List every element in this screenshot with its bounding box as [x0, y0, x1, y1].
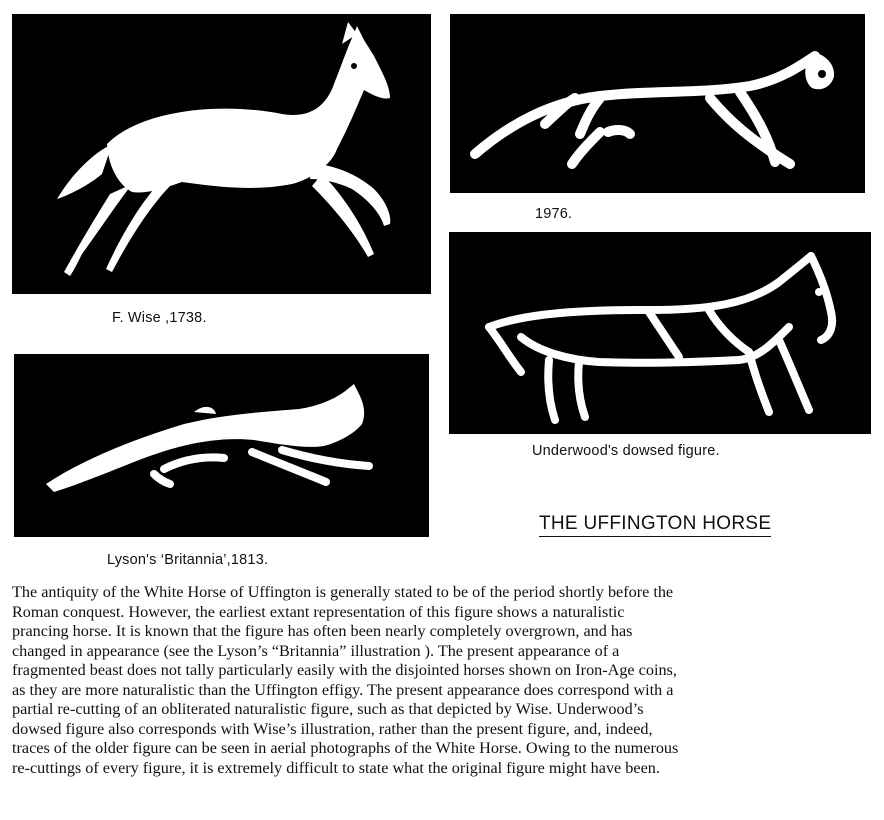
- lyson-caption: Lyson's ‘Britannia’,1813.: [107, 552, 269, 568]
- underwood-horse-illustration: [449, 232, 871, 434]
- wise-1738-panel: [12, 14, 431, 294]
- paragraph-line: The antiquity of the White Horse of Uffington is generally stated to be of the period shortly before the: [12, 583, 674, 601]
- present-caption: 1976.: [535, 206, 573, 222]
- paragraph-line: partial re-cutting of an obliterated naturalistic figure, such as that depicted by Wise. Underwood’s: [12, 700, 644, 718]
- paragraph-line: prancing horse. It is known that the figure has often been nearly completely overgrown, and has: [12, 622, 633, 640]
- paragraph-line: dowsed figure also corresponds with Wise’s illustration, rather than the present figure, and, indeed,: [12, 719, 653, 738]
- description-paragraph: [12, 583, 880, 778]
- present-1976-panel: [450, 14, 865, 193]
- page-title: THE UFFINGTON HORSE: [539, 513, 771, 537]
- underwood-panel: [449, 232, 871, 434]
- paragraph-line: as they are more naturalistic than the Uffington effigy. The present appearance does correspond with a: [12, 680, 674, 699]
- lyson-horse-illustration: [14, 354, 429, 537]
- paragraph-line: fragmented beast does not tally particularly easily with the disjointed horses shown on Iron-Age coins,: [12, 661, 677, 679]
- present-horse-illustration: [450, 14, 865, 193]
- wise-caption: F. Wise ,1738.: [112, 310, 207, 326]
- wise-horse-illustration: [12, 14, 431, 294]
- paragraph-line: changed in appearance (see the Lyson’s “Britannia” illustration ). The present appearance of a: [12, 641, 620, 660]
- paragraph-line: re-cuttings of every figure, it is extremely difficult to state what the original figure might have been.: [12, 758, 660, 777]
- paragraph-line: traces of the older figure can be seen in aerial photographs of the White Horse. Owing to the numerous: [12, 739, 679, 757]
- paragraph-line: Roman conquest. However, the earliest extant representation of this figure shows a naturalistic: [12, 602, 625, 621]
- underwood-caption: Underwood's dowsed figure.: [532, 443, 720, 459]
- lyson-panel: [14, 354, 429, 537]
